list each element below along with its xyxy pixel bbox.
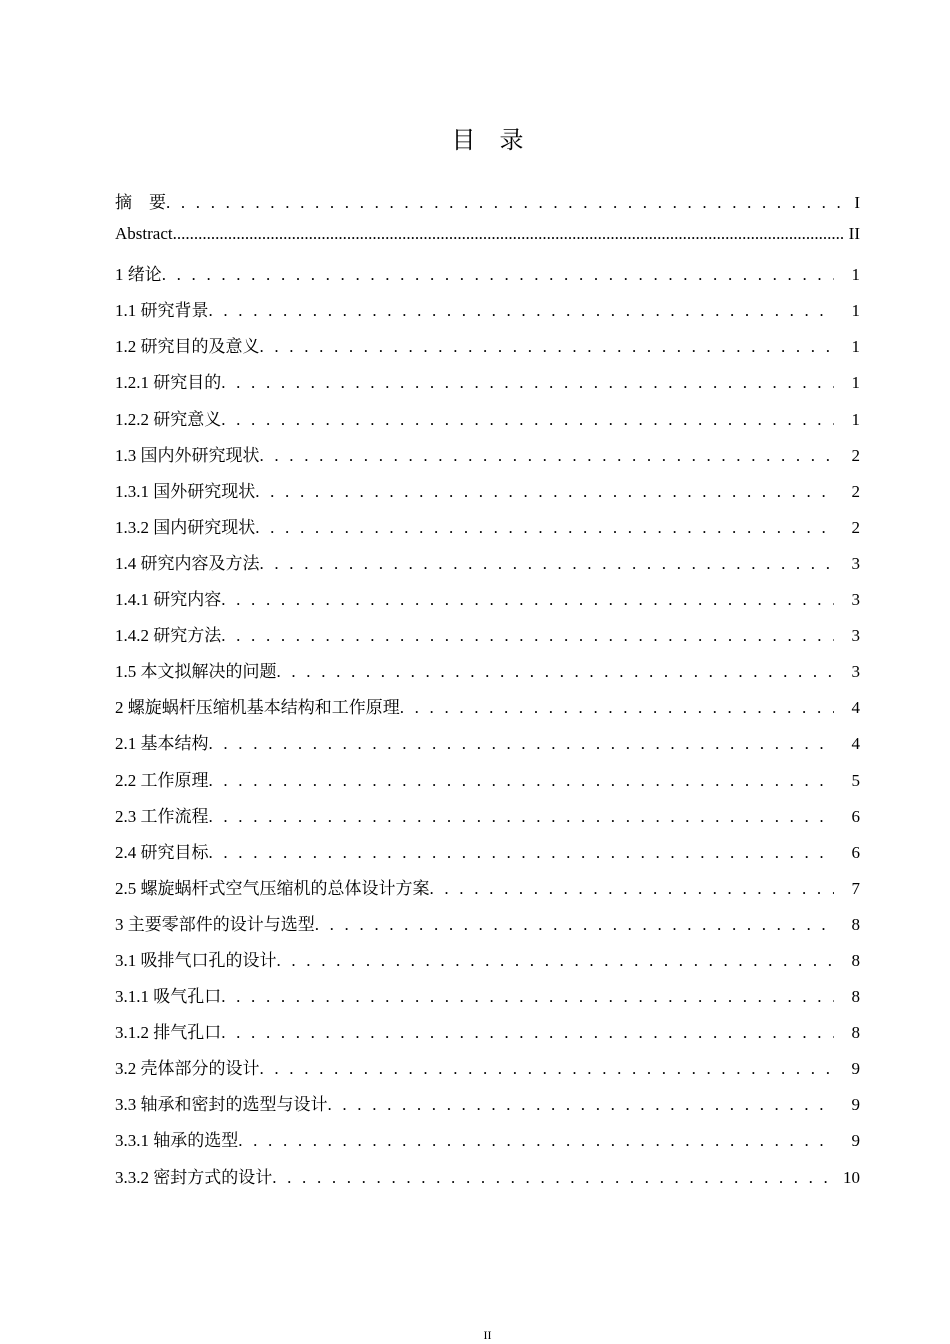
toc-entry[interactable] <box>115 477 860 513</box>
toc-entry-page: 2 <box>851 445 860 465</box>
toc-leader-dots <box>272 1168 833 1188</box>
toc-entry[interactable] <box>115 549 860 585</box>
toc-title: 目 录 <box>451 126 524 154</box>
toc-entry-label: 摘 要 <box>115 193 166 212</box>
toc-leader-dots <box>221 590 834 610</box>
toc-entry[interactable] <box>115 657 860 693</box>
toc-entry[interactable] <box>115 838 860 874</box>
toc-entry-label: 3 主要零部件的设计与选型 <box>115 914 315 934</box>
toc-entry-label: 3.2 壳体部分的设计 <box>115 1059 260 1079</box>
toc-entry-label: 2.3 工作流程 <box>115 806 209 826</box>
toc-entry-page: 3 <box>851 662 860 682</box>
toc-entry[interactable] <box>115 982 860 1018</box>
toc-entry-label: 1.3.2 国内研究现状 <box>115 517 256 537</box>
toc-entry[interactable] <box>115 368 860 404</box>
toc-entry[interactable] <box>115 766 860 802</box>
toc-leader-dots <box>221 373 834 393</box>
toc-entry-label: 3.1 吸排气口孔的设计 <box>115 950 277 970</box>
toc-entry-label: 2.1 基本结构 <box>115 734 209 754</box>
toc-entry[interactable] <box>115 621 860 657</box>
toc-leader-dots <box>430 879 835 899</box>
toc-leader-dots <box>173 224 845 244</box>
toc-leader-dots <box>400 698 834 718</box>
toc-entry-page: 9 <box>851 1059 860 1079</box>
toc-entry-label: 1.4 研究内容及方法 <box>115 553 260 573</box>
toc-entry-page: II <box>848 224 860 244</box>
toc-entry-label: 1.5 本文拟解决的问题 <box>115 662 277 682</box>
toc-entry-page: 6 <box>851 806 860 826</box>
toc-leader-dots <box>166 193 850 213</box>
toc-entry[interactable] <box>115 332 860 368</box>
toc-entry-page: 1 <box>851 337 860 357</box>
toc-leader-dots <box>255 518 834 538</box>
toc-entry[interactable] <box>115 260 860 296</box>
toc-entry[interactable] <box>115 1054 860 1090</box>
toc-entry-page: 3 <box>851 553 860 573</box>
toc-leader-dots <box>209 843 835 863</box>
toc-leader-dots <box>221 626 834 646</box>
toc-entry-page: 6 <box>851 842 860 862</box>
toc-entry[interactable] <box>115 224 860 260</box>
toc-entry-page: I <box>854 193 860 212</box>
toc-leader-dots <box>260 446 835 466</box>
table-of-contents <box>115 188 860 1199</box>
toc-entry-page: 4 <box>851 698 860 718</box>
toc-entry-page: 5 <box>851 770 860 790</box>
toc-entry[interactable] <box>115 441 860 477</box>
toc-entry-page: 1 <box>851 373 860 393</box>
toc-leader-dots <box>209 301 835 321</box>
toc-entry-label: 3.3.2 密封方式的设计 <box>115 1167 273 1187</box>
toc-entry[interactable] <box>115 296 860 332</box>
toc-entry-page: 2 <box>851 481 860 501</box>
toc-leader-dots <box>209 807 835 827</box>
toc-entry[interactable] <box>115 585 860 621</box>
toc-entry-page: 8 <box>851 1023 860 1043</box>
toc-entry-page: 7 <box>851 878 860 898</box>
page-number-footer: II <box>483 1328 492 1342</box>
toc-leader-dots <box>209 734 835 754</box>
toc-entry-label: 1.2.1 研究目的 <box>115 373 222 393</box>
toc-entry[interactable] <box>115 874 860 910</box>
toc-entry-label: 3.1.1 吸气孔口 <box>115 987 222 1007</box>
toc-entry[interactable] <box>115 405 860 441</box>
toc-entry-page: 10 <box>843 1167 860 1187</box>
toc-entry-label: 3.3.1 轴承的选型 <box>115 1131 239 1151</box>
toc-entry-label: 1.3 国内外研究现状 <box>115 445 260 465</box>
toc-entry-page: 3 <box>851 626 860 646</box>
toc-entry-label: 3.1.2 排气孔口 <box>115 1023 222 1043</box>
toc-entry-label: 1.2 研究目的及意义 <box>115 337 260 357</box>
toc-leader-dots <box>277 662 835 682</box>
toc-leader-dots <box>221 987 834 1007</box>
toc-entry[interactable] <box>115 729 860 765</box>
toc-entry-label: 1.4.2 研究方法 <box>115 626 222 646</box>
toc-entry-page: 4 <box>851 734 860 754</box>
toc-entry-label: 2.4 研究目标 <box>115 842 209 862</box>
toc-entry[interactable] <box>115 188 860 224</box>
toc-entry-label: Abstract <box>115 224 173 244</box>
toc-leader-dots <box>255 482 834 502</box>
toc-leader-dots <box>209 771 835 791</box>
toc-entry[interactable] <box>115 1126 860 1162</box>
toc-entry-page: 9 <box>851 1131 860 1151</box>
toc-entry-label: 1.2.2 研究意义 <box>115 409 222 429</box>
toc-entry[interactable] <box>115 693 860 729</box>
toc-leader-dots <box>260 1059 835 1079</box>
toc-entry[interactable] <box>115 513 860 549</box>
toc-entry-label: 1 绪论 <box>115 265 162 285</box>
toc-leader-dots <box>315 915 834 935</box>
toc-leader-dots <box>221 410 834 430</box>
toc-entry[interactable] <box>115 946 860 982</box>
toc-leader-dots <box>260 337 835 357</box>
toc-leader-dots <box>277 951 835 971</box>
toc-entry-label: 1.4.1 研究内容 <box>115 590 222 610</box>
toc-entry-label: 3.3 轴承和密封的选型与设计 <box>115 1095 328 1115</box>
toc-entry-label: 2.2 工作原理 <box>115 770 209 790</box>
toc-entry-label: 1.3.1 国外研究现状 <box>115 481 256 501</box>
toc-entry-page: 3 <box>851 590 860 610</box>
toc-entry[interactable] <box>115 1018 860 1054</box>
toc-entry-label: 2.5 螺旋蜗杆式空气压缩机的总体设计方案 <box>115 878 430 898</box>
toc-leader-dots <box>162 265 834 285</box>
toc-leader-dots <box>238 1131 834 1151</box>
toc-entry-label: 1.1 研究背景 <box>115 301 209 321</box>
toc-entry[interactable] <box>115 1090 860 1126</box>
toc-entry[interactable] <box>115 802 860 838</box>
toc-leader-dots <box>260 554 835 574</box>
toc-entry-page: 1 <box>851 301 860 321</box>
toc-entry[interactable] <box>115 910 860 946</box>
toc-entry-page: 8 <box>851 987 860 1007</box>
toc-entry-page: 9 <box>851 1095 860 1115</box>
toc-entry-page: 1 <box>851 409 860 429</box>
toc-leader-dots <box>221 1023 834 1043</box>
toc-entry-page: 1 <box>851 265 860 285</box>
toc-leader-dots <box>328 1095 835 1115</box>
toc-entry-label: 2 螺旋蜗杆压缩机基本结构和工作原理 <box>115 698 400 718</box>
toc-entry-page: 8 <box>851 914 860 934</box>
toc-entry-page: 2 <box>851 517 860 537</box>
toc-entry[interactable] <box>115 1163 860 1199</box>
toc-entry-page: 8 <box>851 950 860 970</box>
